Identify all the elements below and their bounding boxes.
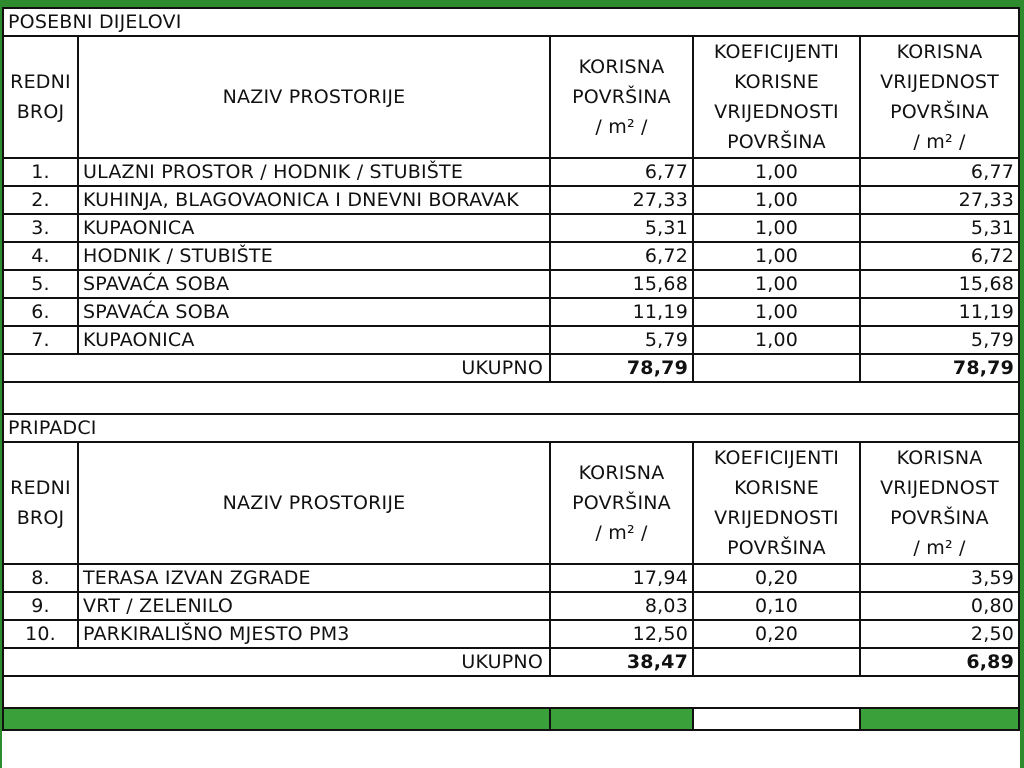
table-row bbox=[3, 158, 1019, 186]
useful-area: 27,33 bbox=[550, 186, 693, 214]
area-sheet bbox=[2, 7, 1020, 768]
table-row bbox=[3, 592, 1019, 620]
useful-area: 6,72 bbox=[550, 242, 693, 270]
coefficient: 1,00 bbox=[693, 326, 860, 354]
row-number: 8. bbox=[3, 564, 78, 592]
section-title: PRIPADCI bbox=[3, 414, 1019, 442]
header-naziv: NAZIV PROSTORIJE bbox=[78, 442, 550, 564]
room-name: KUPAONICA bbox=[78, 326, 550, 354]
header-korisna: KORISNA POVRŠINA / m² / bbox=[550, 442, 693, 564]
coefficient: 1,00 bbox=[693, 186, 860, 214]
useful-area: 5,31 bbox=[550, 214, 693, 242]
total-label: UKUPNO bbox=[3, 648, 550, 676]
header-korisna: KORISNA POVRŠINA / m² / bbox=[550, 36, 693, 158]
value-area: 15,68 bbox=[860, 270, 1019, 298]
useful-area: 11,19 bbox=[550, 298, 693, 326]
room-name: KUHINJA, BLAGOVAONICA I DNEVNI BORAVAK bbox=[78, 186, 550, 214]
room-name: ULAZNI PROSTOR / HODNIK / STUBIŠTE bbox=[78, 158, 550, 186]
value-area: 11,19 bbox=[860, 298, 1019, 326]
room-name: TERASA IZVAN ZGRADE bbox=[78, 564, 550, 592]
header-row bbox=[3, 36, 1019, 158]
row-number: 6. bbox=[3, 298, 78, 326]
coefficient: 1,00 bbox=[693, 270, 860, 298]
row-number: 3. bbox=[3, 214, 78, 242]
coefficient: 0,20 bbox=[693, 564, 860, 592]
room-name: HODNIK / STUBIŠTE bbox=[78, 242, 550, 270]
table-row bbox=[3, 564, 1019, 592]
header-koef: KOEFICIJENTI KORISNE VRIJEDNOSTI POVRŠINA bbox=[693, 36, 860, 158]
total-label: UKUPNO bbox=[3, 354, 550, 382]
value-area: 27,33 bbox=[860, 186, 1019, 214]
spacer-row bbox=[3, 382, 1019, 414]
coefficient: 0,20 bbox=[693, 620, 860, 648]
useful-area: 5,79 bbox=[550, 326, 693, 354]
coefficient: 1,00 bbox=[693, 298, 860, 326]
useful-area: 15,68 bbox=[550, 270, 693, 298]
header-naziv: NAZIV PROSTORIJE bbox=[78, 36, 550, 158]
room-name: PARKIRALIŠNO MJESTO PM3 bbox=[78, 620, 550, 648]
row-number: 5. bbox=[3, 270, 78, 298]
value-area: 5,79 bbox=[860, 326, 1019, 354]
row-number: 10. bbox=[3, 620, 78, 648]
total-row bbox=[3, 354, 1019, 382]
total-value: 6,89 bbox=[860, 648, 1019, 676]
value-area: 0,80 bbox=[860, 592, 1019, 620]
useful-area: 8,03 bbox=[550, 592, 693, 620]
coefficient: 1,00 bbox=[693, 214, 860, 242]
value-area: 2,50 bbox=[860, 620, 1019, 648]
useful-area: 17,94 bbox=[550, 564, 693, 592]
value-area: 6,72 bbox=[860, 242, 1019, 270]
coefficient: 1,00 bbox=[693, 158, 860, 186]
table-row bbox=[3, 326, 1019, 354]
total-area: 78,79 bbox=[550, 354, 693, 382]
header-redni: REDNI BROJ bbox=[3, 442, 78, 564]
section-title-row bbox=[3, 8, 1019, 36]
useful-area: 12,50 bbox=[550, 620, 693, 648]
table-row bbox=[3, 186, 1019, 214]
room-name: VRT / ZELENILO bbox=[78, 592, 550, 620]
total-value: 78,79 bbox=[860, 354, 1019, 382]
table-row bbox=[3, 214, 1019, 242]
row-number: 7. bbox=[3, 326, 78, 354]
header-vrijednost: KORISNA VRIJEDNOST POVRŠINA / m² / bbox=[860, 36, 1019, 158]
table-row bbox=[3, 270, 1019, 298]
value-area: 3,59 bbox=[860, 564, 1019, 592]
section-title: POSEBNI DIJELOVI bbox=[3, 8, 1019, 36]
area-table bbox=[2, 7, 1020, 731]
header-row bbox=[3, 442, 1019, 564]
table-row bbox=[3, 298, 1019, 326]
table-row bbox=[3, 242, 1019, 270]
total-coef-empty bbox=[693, 648, 860, 676]
table-row bbox=[3, 620, 1019, 648]
row-number: 4. bbox=[3, 242, 78, 270]
total-row bbox=[3, 648, 1019, 676]
header-redni: REDNI BROJ bbox=[3, 36, 78, 158]
posebni-rows bbox=[3, 158, 1019, 354]
value-area: 6,77 bbox=[860, 158, 1019, 186]
row-number: 2. bbox=[3, 186, 78, 214]
useful-area: 6,77 bbox=[550, 158, 693, 186]
row-number: 1. bbox=[3, 158, 78, 186]
row-number: 9. bbox=[3, 592, 78, 620]
value-area: 5,31 bbox=[860, 214, 1019, 242]
header-vrijednost: KORISNA VRIJEDNOST POVRŠINA / m² / bbox=[860, 442, 1019, 564]
section-title-row bbox=[3, 414, 1019, 442]
grand-total-row bbox=[3, 708, 1019, 730]
room-name: SPAVAĆA SOBA bbox=[78, 270, 550, 298]
room-name: KUPAONICA bbox=[78, 214, 550, 242]
coefficient: 1,00 bbox=[693, 242, 860, 270]
total-coef-empty bbox=[693, 354, 860, 382]
pripadci-rows bbox=[3, 564, 1019, 648]
coefficient: 0,10 bbox=[693, 592, 860, 620]
header-koef: KOEFICIJENTI KORISNE VRIJEDNOSTI POVRŠINA bbox=[693, 442, 860, 564]
spacer-row bbox=[3, 676, 1019, 708]
total-area: 38,47 bbox=[550, 648, 693, 676]
room-name: SPAVAĆA SOBA bbox=[78, 298, 550, 326]
